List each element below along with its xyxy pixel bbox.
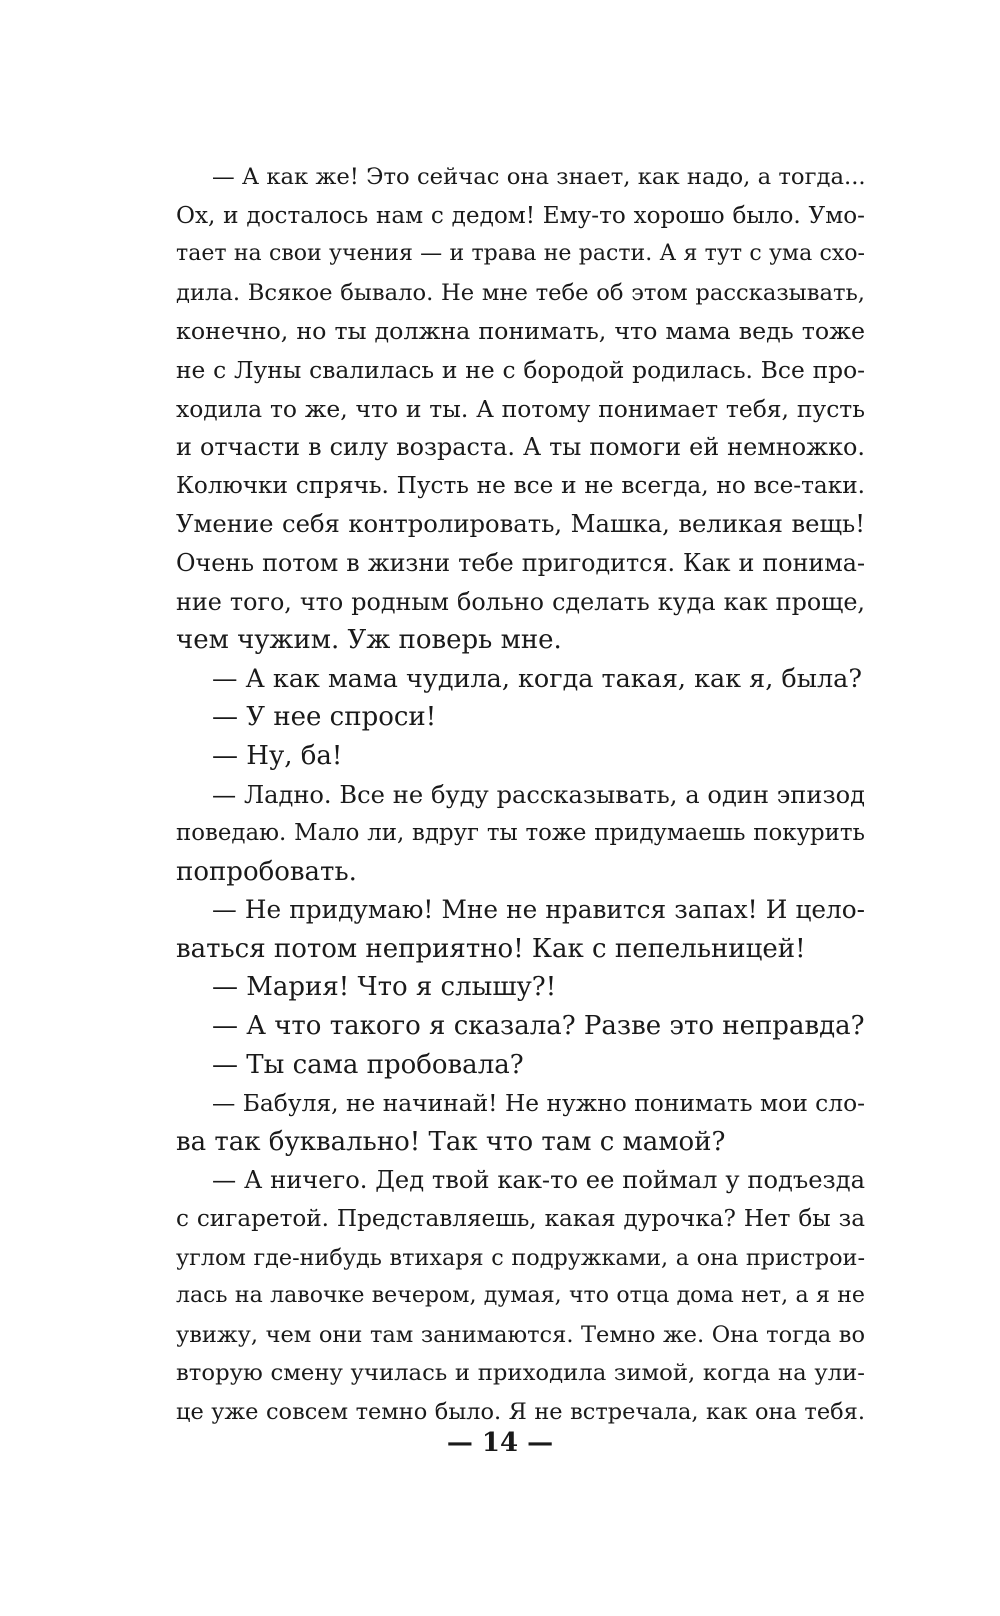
text-line: Умение себя контролировать, Машка, великая вещь! xyxy=(176,509,865,539)
page-number: — 14 — xyxy=(446,1428,554,1458)
text-line: ваться потом неприятно! Как с пепельницей! xyxy=(176,933,806,964)
text-line: — А ничего. Дед твой как-то ее поймал у подъезда xyxy=(212,1166,865,1195)
body-text xyxy=(176,158,865,1432)
text-line: вторую смену училась и приходила зимой, когда на ули- xyxy=(176,1360,865,1387)
text-line: с сигаретой. Представляешь, какая дурочка? Нет бы за xyxy=(176,1206,865,1233)
text-line: лась на лавочке вечером, думая, что отца дома нет, а я не xyxy=(176,1283,865,1309)
text-line: — Не придумаю! Мне не нравится запах! И цело- xyxy=(212,895,865,925)
text-line: тает на свои учения — и трава не расти. А я тут с ума схо- xyxy=(176,241,865,267)
text-line: — А как же! Это сейчас она знает, как надо, а тогда... xyxy=(212,164,866,190)
text-line: — А как мама чудила, когда такая, как я, была? xyxy=(212,663,862,694)
text-line: не с Луны свалилась и не с бородой родилась. Все про- xyxy=(176,355,865,384)
text-line: — Ладно. Все не буду рассказывать, а один эпизод xyxy=(212,780,865,809)
text-line: попробовать. xyxy=(176,856,357,887)
text-line: чем чужим. Уж поверь мне. xyxy=(176,625,562,656)
text-line: дила. Всякое бывало. Не мне тебе об этом рассказывать, xyxy=(176,279,865,306)
text-line: — Мария! Что я слышу?! xyxy=(212,972,557,1003)
text-line: — А что такого я сказала? Разве это неправда? xyxy=(212,1011,865,1042)
text-line: увижу, чем они там занимаются. Темно же. Она тогда во xyxy=(176,1321,865,1348)
text-line: конечно, но ты должна понимать, что мама ведь тоже xyxy=(176,317,865,346)
text-line: поведаю. Мало ли, вдруг ты тоже придумаешь покурить xyxy=(176,820,865,847)
text-line: и отчасти в силу возраста. А ты помоги ей немножко. xyxy=(176,433,865,462)
text-line: углом где-нибудь втихаря с подружками, а она пристрои- xyxy=(176,1244,865,1271)
text-line: ние того, что родным больно сделать куда как проще, xyxy=(176,587,865,616)
text-line: — Ты сама пробовала? xyxy=(212,1049,524,1080)
text-line: — Ну, ба! xyxy=(212,740,343,771)
text-line: — У нее спроси! xyxy=(212,702,437,733)
text-line: Ох, и досталось нам с дедом! Ему-то хорошо было. Умо- xyxy=(176,202,865,229)
text-line: Колючки спрячь. Пусть не все и не всегда, но все-таки. xyxy=(176,471,865,499)
text-line: ва так буквально! Так что там с мамой? xyxy=(176,1126,726,1157)
text-line: це уже совсем темно было. Я не встречала, как она тебя. xyxy=(176,1399,865,1425)
text-line: ходила то же, что и ты. А потому понимает тебя, пусть xyxy=(176,394,865,423)
text-line: Очень потом в жизни тебе пригодится. Как и понима- xyxy=(176,548,865,577)
text-line: — Бабуля, не начинай! Не нужно понимать мои сло- xyxy=(212,1089,865,1118)
